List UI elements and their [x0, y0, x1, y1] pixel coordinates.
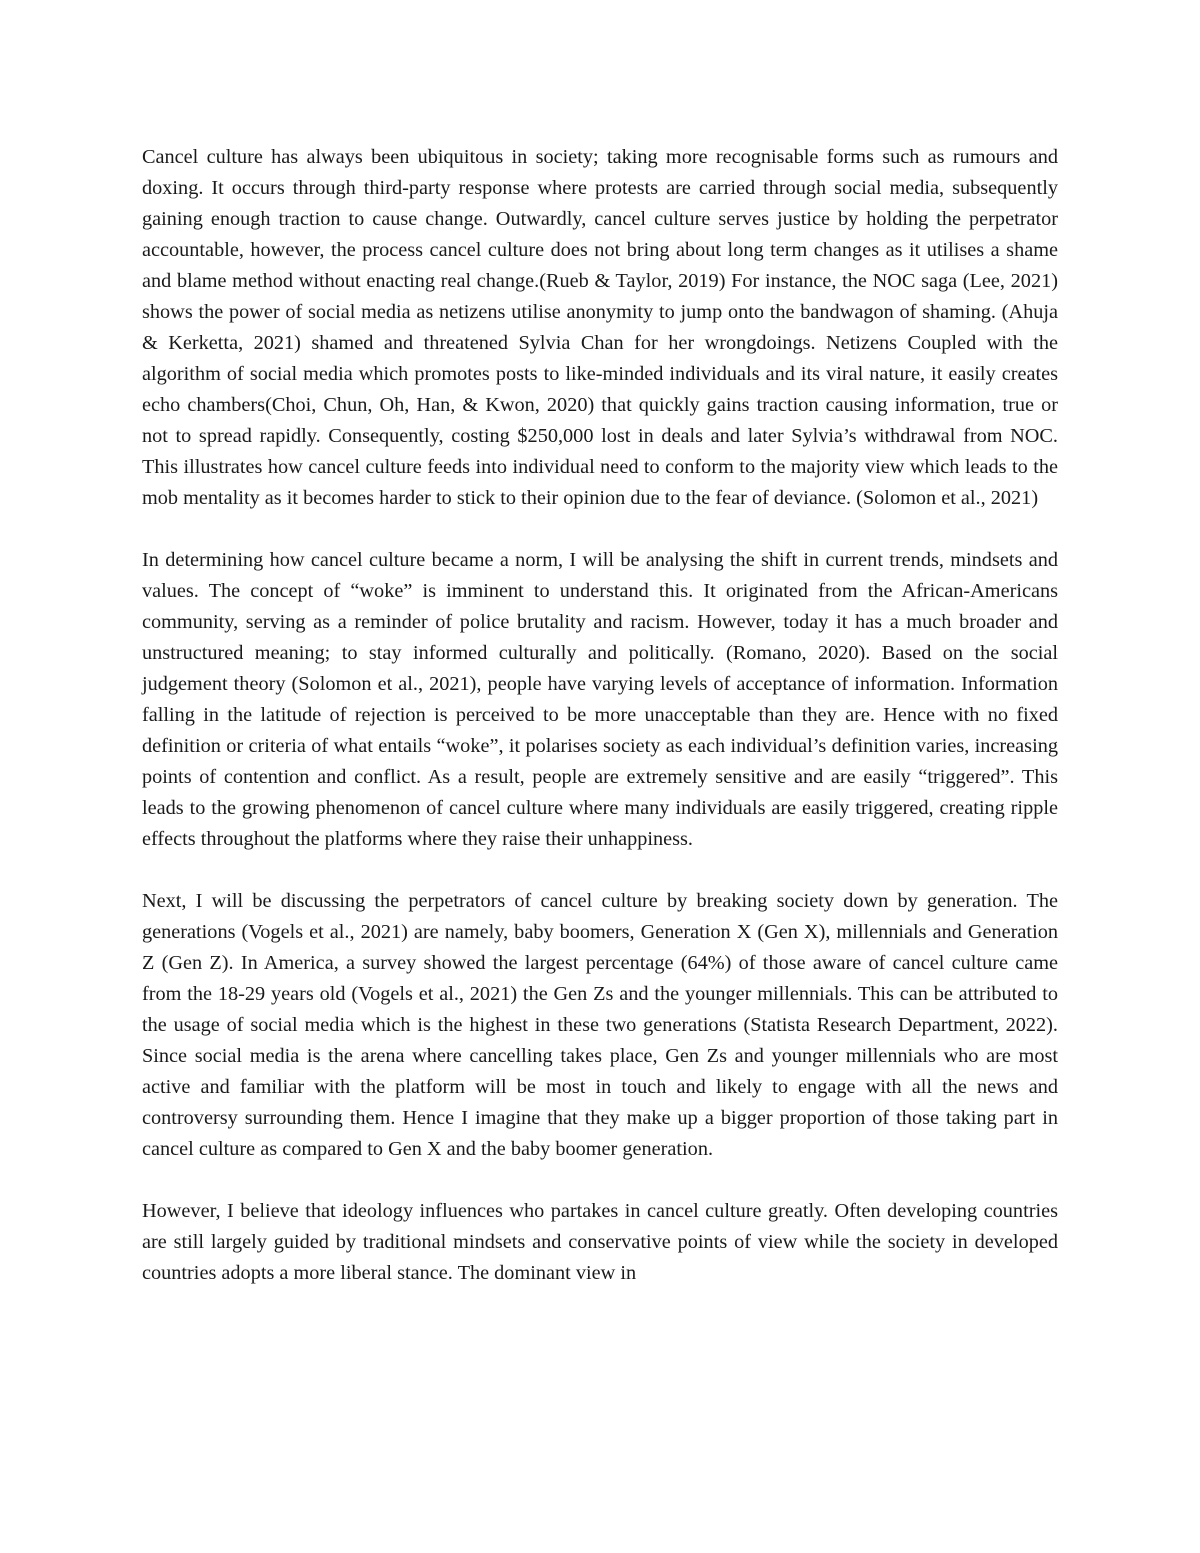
paragraph-ideology: However, I believe that ideology influences who partakes in cancel culture greatly. Often developing countries are still largely guided by traditional mindsets and conservative points of view while the society in developed countries adopts a more liberal stance. The dominant view in — [142, 1200, 1058, 1284]
document-body — [142, 142, 1058, 1320]
paragraph-woke-concept: In determining how cancel culture became a norm, I will be analysing the shift in current trends, mindsets and values. The concept of “woke” is imminent to understand this. It originated from the African-Americans community, serving as a reminder of police brutality and racism. However, today it has a much broader and unstructured meaning; to stay informed culturally and politically. (Romano, 2020). Based on the social judgement theory (Solomon et al., 2021), people have varying levels of acceptance of information. Information falling in the latitude of rejection is perceived to be more unacceptable than they are. Hence with no fixed definition or criteria of what entails “woke”, it polarises society as each individual’s definition varies, increasing points of contention and conflict. As a result, people are extremely sensitive and are easily “triggered”. This leads to the growing phenomenon of cancel culture where many individuals are easily triggered, creating ripple effects throughout the platforms where they raise their unhappiness. — [142, 549, 1058, 850]
paragraph-generations: Next, I will be discussing the perpetrators of cancel culture by breaking society down by generation. The generations (Vogels et al., 2021) are namely, baby boomers, Generation X (Gen X), millennials and Generation Z (Gen Z). In America, a survey showed the largest percentage (64%) of those aware of cancel culture came from the 18-29 years old (Vogels et al., 2021) the Gen Zs and the younger millennials. This can be attributed to the usage of social media which is the highest in these two generations (Statista Research Department, 2022). Since social media is the arena where cancelling takes place, Gen Zs and younger millennials who are most active and familiar with the platform will be most in touch and likely to engage with all the news and controversy surrounding them. Hence I imagine that they make up a bigger proportion of those taking part in cancel culture as compared to Gen X and the baby boomer generation. — [142, 890, 1058, 1160]
paragraph-cancel-culture-intro: Cancel culture has always been ubiquitous in society; taking more recognisable forms such as rumours and doxing. It occurs through third-party response where protests are carried through social media, subsequently gaining enough traction to cause change. Outwardly, cancel culture serves justice by holding the perpetrator accountable, however, the process cancel culture does not bring about long term changes as it utilises a shame and blame method without enacting real change.(Rueb & Taylor, 2019) For instance, the NOC saga (Lee, 2021) shows the power of social media as netizens utilise anonymity to jump onto the bandwagon of shaming. (Ahuja & Kerketta, 2021) shamed and threatened Sylvia Chan for her wrongdoings. Netizens Coupled with the algorithm of social media which promotes posts to like-minded individuals and its viral nature, it easily creates echo chambers(Choi, Chun, Oh, Han, & Kwon, 2020) that quickly gains traction causing information, true or not to spread rapidly. Consequently, costing $250,000 lost in deals and later Sylvia’s withdrawal from NOC. This illustrates how cancel culture feeds into individual need to conform to the majority view which leads to the mob mentality as it becomes harder to stick to their opinion due to the fear of deviance. (Solomon et al., 2021) — [142, 146, 1058, 509]
